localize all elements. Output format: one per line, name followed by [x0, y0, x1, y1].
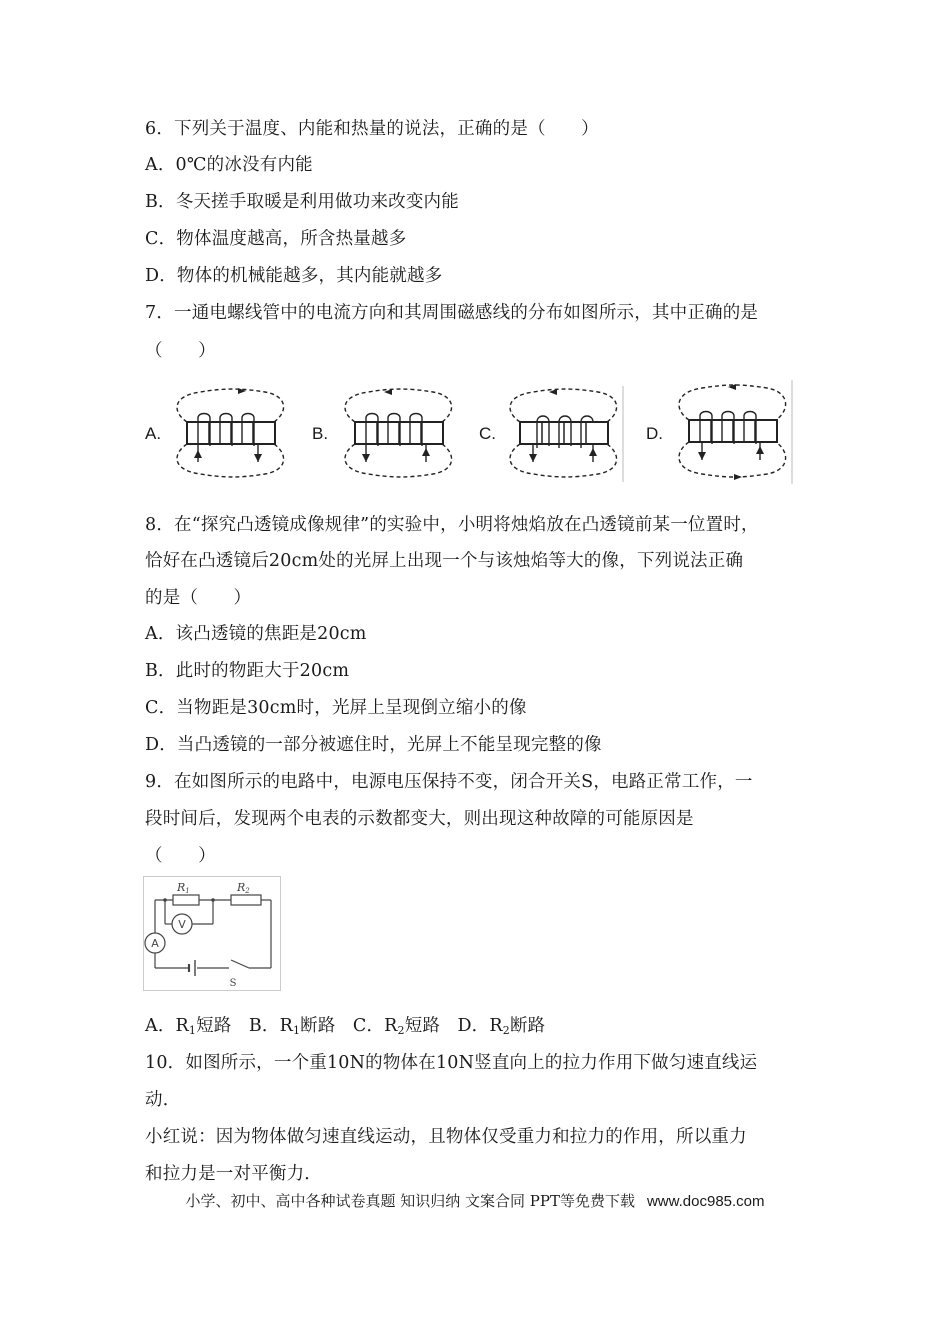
q7-solenoid-figure-c: [503, 386, 625, 482]
q7-figure-label-d: D.: [646, 424, 663, 443]
q9-stem-line1: 9．在如图所示的电路中，电源电压保持不变，闭合开关S，电路正常工作，一: [145, 772, 753, 792]
page-footer: [0, 1190, 950, 1211]
q9-stem-line3: （ ）: [145, 846, 216, 866]
q9-options-row: [145, 1013, 825, 1041]
q7-solenoid-figure-a: [170, 386, 292, 482]
q10-paragraph-line1: 小红说：因为物体做匀速直线运动，且物体仅受重力和拉力的作用，所以重力: [145, 1127, 747, 1147]
q8-stem-line1: 8．在“探究凸透镜成像规律”的实验中，小明将烛焰放在凸透镜前某一位置时，: [145, 515, 759, 535]
q6-stem: 6．下列关于温度、内能和热量的说法，正确的是（ ）: [145, 119, 599, 139]
q10-stem-line2: 动．: [145, 1090, 181, 1110]
q8-option-b: B．此时的物距大于20cm: [145, 661, 350, 681]
footer-text: 小学、初中、高中各种试卷真题 知识归纳 文案合同 PPT等免费下载: [185, 1192, 635, 1210]
q8-option-c: C．当物距是30cm时，光屏上呈现倒立缩小的像: [145, 698, 527, 718]
q6-option-a: A．0℃的冰没有内能: [145, 155, 313, 175]
switch-label: S: [229, 978, 237, 989]
r2-resistor: [231, 895, 261, 905]
q7-solenoid-figure-d: [672, 380, 794, 484]
q6-option-c: C．物体温度越高，所含热量越多: [145, 229, 407, 249]
q8-option-d: D．当凸透镜的一部分被遮住时，光屏上不能呈现完整的像: [145, 735, 602, 755]
q9-option-a: A．R1短路: [145, 1016, 232, 1037]
voltmeter-label: V: [178, 918, 186, 931]
r1-label: R1: [177, 881, 190, 895]
q7-figure-label-c: C.: [479, 424, 496, 443]
q8-stem-line2: 恰好在凸透镜后20cm处的光屏上出现一个与该烛焰等大的像，下列说法正确: [145, 551, 744, 571]
q7-stem: 7．一通电螺线管中的电流方向和其周围磁感线的分布如图所示，其中正确的是: [145, 303, 759, 323]
q7-solenoid-figure-b: [338, 386, 460, 482]
q8-stem-line3: 的是（ ）: [145, 588, 252, 608]
q9-option-d: D．R2断路: [457, 1016, 546, 1037]
q9-option-c: C．R2短路: [352, 1016, 441, 1037]
q9-option-b: B．R1断路: [248, 1016, 336, 1037]
q7-figure-label-a: A.: [145, 424, 162, 443]
ammeter-label: A: [151, 937, 159, 950]
q6-option-b: B．冬天搓手取暖是利用做功来改变内能: [145, 192, 459, 212]
footer-url[interactable]: www.doc985.com: [646, 1193, 765, 1210]
q7-stem-paren: （ ）: [145, 341, 216, 361]
q8-option-a: A．该凸透镜的焦距是20cm: [145, 624, 367, 644]
q7-figure-label-b: B.: [312, 424, 329, 443]
r2-label: R2: [237, 881, 250, 895]
q9-stem-line2: 段时间后，发现两个电表的示数都变大，则出现这种故障的可能原因是: [145, 809, 694, 829]
q6-option-d: D．物体的机械能越多，其内能就越多: [145, 266, 443, 286]
q10-paragraph-line2: 和拉力是一对平衡力．: [145, 1164, 322, 1184]
q9-circuit-diagram: [143, 876, 281, 992]
switch-lever: [231, 960, 249, 968]
q10-stem-line1: 10．如图所示，一个重10N的物体在10N竖直向上的拉力作用下做匀速直线运: [145, 1053, 758, 1073]
r1-resistor: [173, 895, 199, 905]
